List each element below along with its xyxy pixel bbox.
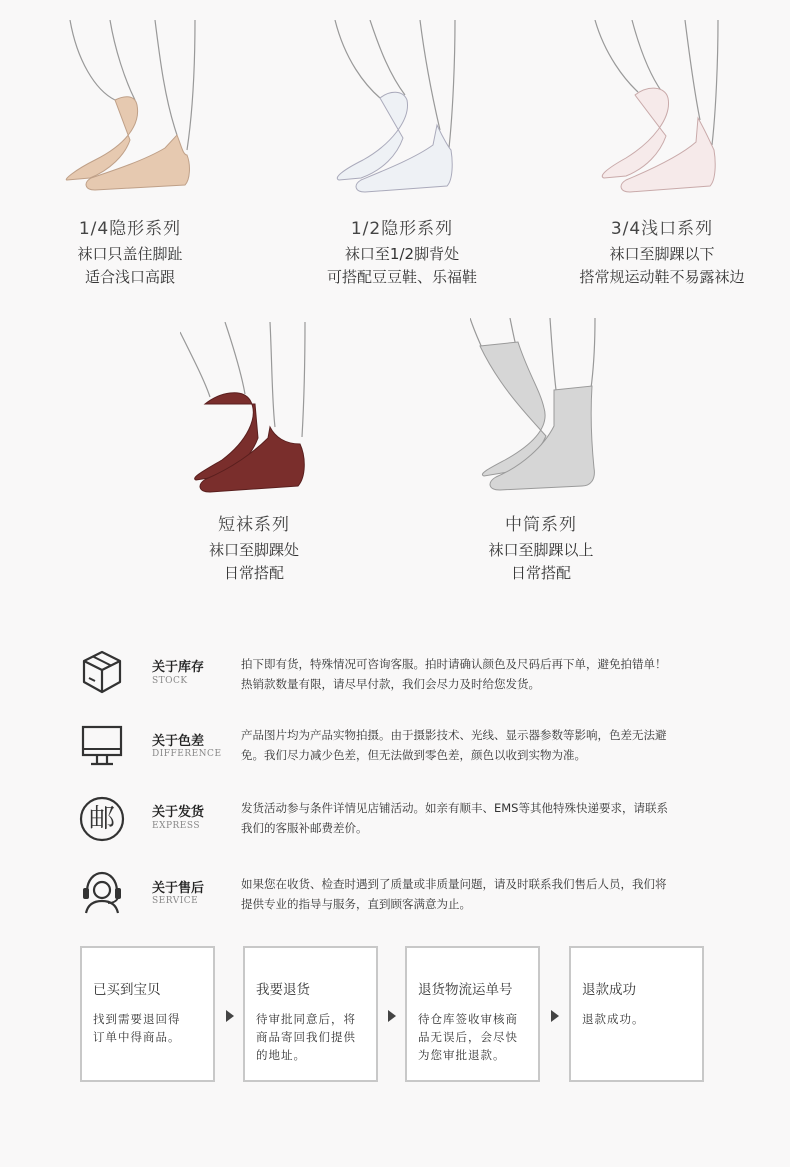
step-text [418,1010,536,1064]
sock-desc-line: 日常搭配 [223,564,284,582]
step-line: 为您审批退款。 [418,1048,506,1062]
sock-desc-line: 袜口至脚踝以下 [609,245,715,263]
sock-desc-line: 日常搭配 [510,564,571,582]
post-icon [78,795,126,843]
info-text-express [241,798,721,838]
info-sub-express: EXPRESS [152,821,201,831]
arrow-right-icon [388,1010,396,1022]
sock-title: 3/4浅口系列 [610,219,714,239]
headset-icon [78,868,126,916]
sock-desc-line: 袜口至脚踝以上 [488,541,594,559]
sock-title: 1/4隐形系列 [78,219,182,239]
info-line: 热销款数量有限，请尽早付款，我们会尽力及时给您发货。 [241,677,540,691]
box-icon [78,648,126,696]
step-title: 退款成功 [582,982,636,998]
sock-illustration-short [180,322,320,497]
info-title-difference: 关于色差 [152,734,205,749]
info-line: 产品图片均为产品实物拍摄。由于摄影技术、光线、显示器参数等影响，色差无法避 [241,728,667,742]
step-title: 已买到宝贝 [93,982,161,998]
info-line: 免。我们尽力减少色差，但无法做到零色差，颜色以收到实物为准。 [241,748,586,762]
sock-illustration-three-quarter [590,20,740,200]
sock-desc-line: 搭常规运动鞋不易露袜边 [579,268,745,286]
step-title: 我要退货 [256,982,310,998]
sock-desc-line: 袜口只盖住脚趾 [77,245,183,263]
info-text-difference [241,725,721,765]
step-line: 品无误后，会尽快 [418,1030,518,1044]
info-title-stock: 关于库存 [152,660,205,675]
info-title-express: 关于发货 [152,805,205,820]
sock-illustration-quarter [55,20,205,200]
step-box-refund [569,946,704,1082]
step-line: 待审批同意后，将 [256,1012,356,1026]
info-text-stock [241,654,721,694]
step-line: 找到需要退回得 [93,1012,181,1026]
info-line: 我们的客服补邮费差价。 [241,821,368,835]
step-text [93,1010,211,1046]
sock-desc [411,539,671,585]
sock-illustration-mid [470,318,605,496]
info-sub-difference: DIFFERENCE [152,749,222,759]
step-title: 退货物流运单号 [418,982,513,998]
step-line: 退款成功。 [582,1012,645,1026]
info-line: 提供专业的指导与服务，直到顾客满意为止。 [241,897,471,911]
sock-desc [272,243,532,289]
info-line: 发货活动参与条件详情见店铺活动。如亲有顺丰、EMS等其他特殊快递要求，请联系 [241,801,668,815]
monitor-icon [78,722,126,770]
step-line: 的地址。 [256,1048,306,1062]
step-text [256,1010,374,1064]
sock-desc [0,243,260,289]
sock-desc [124,539,384,585]
sock-title: 中筒系列 [505,515,577,535]
info-text-service [241,874,721,914]
arrow-right-icon [551,1010,559,1022]
sock-desc-line: 适合浅口高跟 [84,268,175,286]
step-box-tracking [405,946,540,1082]
step-line: 商品寄回我们提供 [256,1030,356,1044]
arrow-right-icon [226,1010,234,1022]
sock-illustration-half [325,20,475,200]
sock-desc [532,243,790,289]
step-text [582,1010,700,1028]
step-box-purchased [80,946,215,1082]
sock-title: 短袜系列 [218,515,290,535]
sock-desc-line: 袜口至脚踝处 [208,541,299,559]
info-sub-stock: STOCK [152,676,188,686]
sock-desc-line: 袜口至1/2脚背处 [344,245,460,263]
step-line: 待仓库签收审核商 [418,1012,518,1026]
sock-title: 1/2隐形系列 [350,219,454,239]
info-line: 拍下即有货，特殊情况可咨询客服。拍时请确认颜色及尺码后再下单，避免拍错单！ [241,657,667,671]
step-box-return [243,946,378,1082]
info-line: 如果您在收货、检查时遇到了质量或非质量问题，请及时联系我们售后人员，我们将 [241,877,667,891]
info-sub-service: SERVICE [152,896,199,906]
post-icon-char: 邮 [88,804,115,834]
info-title-service: 关于售后 [152,881,205,896]
sock-desc-line: 可搭配豆豆鞋、乐福鞋 [326,268,477,286]
step-line: 订单中得商品。 [93,1030,181,1044]
